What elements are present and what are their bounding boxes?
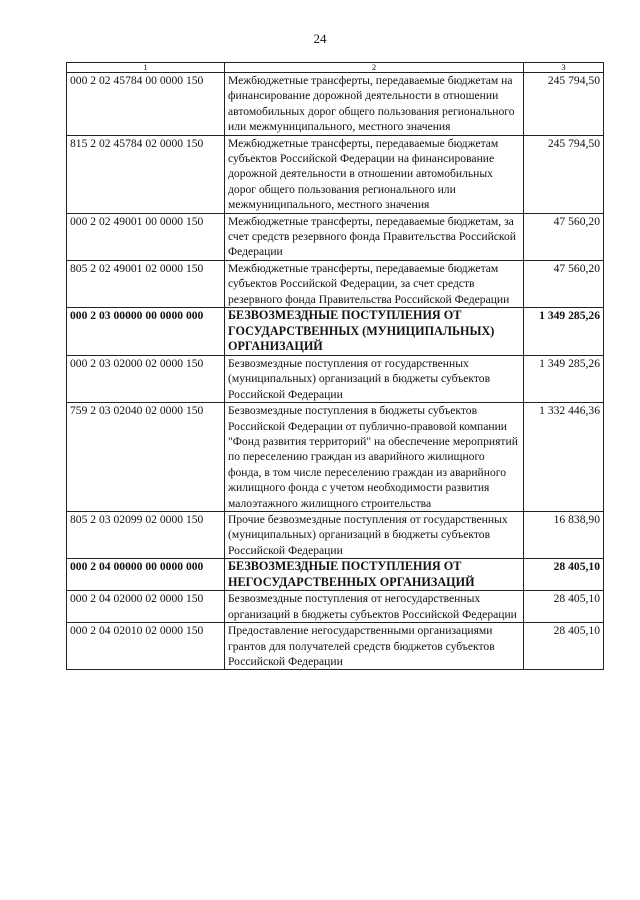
table-row <box>67 403 604 512</box>
table-row <box>67 623 604 670</box>
cell-amount: 28 405,10 <box>524 591 604 623</box>
table-header-row <box>67 63 604 73</box>
cell-name: Безвозмездные поступления от государственных (муниципальных) организаций в бюджеты субъектов Российской Федерации <box>225 355 524 402</box>
cell-name: Межбюджетные трансферты, передаваемые бюджетам на финансирование дорожной деятельности в отношении автомобильных дорог общего пользования регионального или межмуниципального, местного значения <box>225 73 524 136</box>
page-number: 24 <box>313 31 327 46</box>
header-col-2: 2 <box>225 63 524 73</box>
cell-code: 759 2 03 02040 02 0000 150 <box>67 403 225 512</box>
cell-name: Предоставление негосударственными организациями грантов для получателей средств бюджетов субъектов Российской Федерации <box>225 623 524 670</box>
table-row <box>67 559 604 591</box>
cell-code: 000 2 03 02000 02 0000 150 <box>67 355 225 402</box>
cell-amount: 47 560,20 <box>524 213 604 260</box>
cell-amount: 47 560,20 <box>524 260 604 307</box>
table-row <box>67 308 604 356</box>
table-row <box>67 135 604 213</box>
table-row <box>67 511 604 558</box>
cell-amount: 245 794,50 <box>524 73 604 136</box>
cell-amount: 28 405,10 <box>524 559 604 591</box>
cell-name: Межбюджетные трансферты, передаваемые бюджетам субъектов Российской Федерации на финансирование дорожной деятельности в отношении автомобильных дорог общего пользования регионального или межмуниципального, местного значения <box>225 135 524 213</box>
cell-code: 805 2 02 49001 02 0000 150 <box>67 260 225 307</box>
cell-name: Прочие безвозмездные поступления от государственных (муниципальных) организаций в бюджеты субъектов Российской Федерации <box>225 511 524 558</box>
table-row <box>67 355 604 402</box>
cell-code: 000 2 04 02000 02 0000 150 <box>67 591 225 623</box>
cell-name: Межбюджетные трансферты, передаваемые бюджетам субъектов Российской Федерации, за счет средств резервного фонда Правительства Российской Федерации <box>225 260 524 307</box>
table-row <box>67 591 604 623</box>
header-col-3: 3 <box>524 63 604 73</box>
cell-code: 805 2 03 02099 02 0000 150 <box>67 511 225 558</box>
table-row <box>67 213 604 260</box>
revenue-table <box>66 62 604 670</box>
cell-code: 000 2 02 45784 00 0000 150 <box>67 73 225 136</box>
cell-code: 000 2 04 00000 00 0000 000 <box>67 559 225 591</box>
cell-name: Межбюджетные трансферты, передаваемые бюджетам, за счет средств резервного фонда Правительства Российской Федерации <box>225 213 524 260</box>
cell-amount: 245 794,50 <box>524 135 604 213</box>
cell-amount: 28 405,10 <box>524 623 604 670</box>
cell-amount: 16 838,90 <box>524 511 604 558</box>
cell-code: 000 2 03 00000 00 0000 000 <box>67 308 225 356</box>
cell-amount: 1 332 446,36 <box>524 403 604 512</box>
header-col-1: 1 <box>67 63 225 73</box>
cell-name: Безвозмездные поступления в бюджеты субъектов Российской Федерации от публично-правовой компании "Фонд развития территорий" на обеспечение мероприятий по переселению граждан из аварийного жилищного фонда, в том числе переселению граждан из аварийного жилищного фонда с учетом необходимости развития малоэтажного жилищного строительства <box>225 403 524 512</box>
table-row <box>67 73 604 136</box>
cell-name: БЕЗВОЗМЕЗДНЫЕ ПОСТУПЛЕНИЯ ОТ НЕГОСУДАРСТВЕННЫХ ОРГАНИЗАЦИЙ <box>225 559 524 591</box>
table-row <box>67 260 604 307</box>
cell-amount: 1 349 285,26 <box>524 308 604 356</box>
cell-code: 000 2 02 49001 00 0000 150 <box>67 213 225 260</box>
cell-amount: 1 349 285,26 <box>524 355 604 402</box>
cell-code: 000 2 04 02010 02 0000 150 <box>67 623 225 670</box>
cell-code: 815 2 02 45784 02 0000 150 <box>67 135 225 213</box>
table-body <box>67 73 604 670</box>
cell-name: БЕЗВОЗМЕЗДНЫЕ ПОСТУПЛЕНИЯ ОТ ГОСУДАРСТВЕННЫХ (МУНИЦИПАЛЬНЫХ) ОРГАНИЗАЦИЙ <box>225 308 524 356</box>
cell-name: Безвозмездные поступления от негосударственных организаций в бюджеты субъектов Российской Федерации <box>225 591 524 623</box>
